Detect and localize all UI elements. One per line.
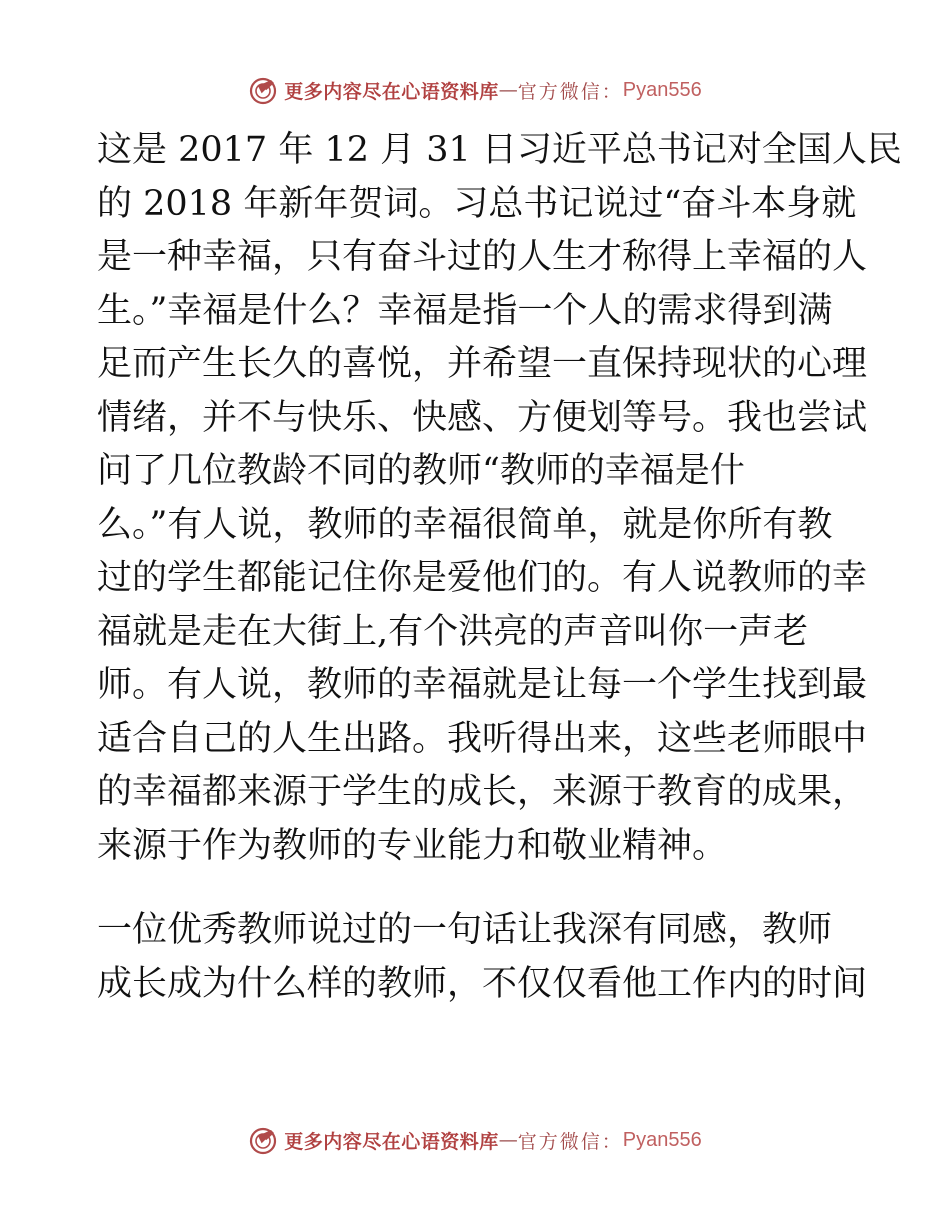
banner-main-text: 更多内容尽在心语资料库 bbox=[284, 80, 499, 103]
text-line: 这是 2017 年 12 月 31 日习近平总书记对全国人民 bbox=[97, 130, 902, 170]
banner-wechat-id: Pyan556 bbox=[622, 78, 702, 101]
paragraph-gap bbox=[97, 873, 857, 904]
text-line: 么。”有人说，教师的幸福很简单，就是你所有教 bbox=[97, 504, 833, 545]
paragraph-1 bbox=[97, 124, 902, 873]
paragraph-2 bbox=[97, 904, 868, 1011]
banner-wechat-label: 官方微信： bbox=[517, 80, 623, 103]
banner-main-text: 更多内容尽在心语资料库 bbox=[284, 1130, 499, 1153]
text-line: 足而产生长久的喜悦，并希望一直保持现状的心理 bbox=[97, 344, 868, 384]
text-line: 过的学生都能记住你是爱他们的。有人说教师的幸 bbox=[97, 558, 868, 598]
header-banner bbox=[0, 70, 950, 110]
text-line: 师。有人说，教师的幸福就是让每一个学生找到最 bbox=[97, 665, 868, 705]
banner-wechat-id: Pyan556 bbox=[622, 1128, 702, 1151]
banner-wechat-label: 官方微信： bbox=[517, 1130, 623, 1153]
text-line: 的幸福都来源于学生的成长，来源于教育的成果， bbox=[97, 772, 868, 812]
text-line: 生。”幸福是什么？幸福是指一个人的需求得到满 bbox=[97, 290, 833, 331]
text-line: 情绪，并不与快乐、快感、方便划等号。我也尝试 bbox=[97, 397, 868, 438]
body-text bbox=[97, 124, 902, 1011]
text-line: 福就是走在大街上,有个洪亮的声音叫你一声老 bbox=[97, 611, 809, 652]
text-line: 是一种幸福，只有奋斗过的人生才称得上幸福的人 bbox=[97, 237, 868, 277]
text-line: 的 2018 年新年贺词。习总书记说过“奋斗本身就 bbox=[97, 183, 857, 224]
text-line: 来源于作为教师的专业能力和敬业精神。 bbox=[97, 825, 728, 866]
text-line: 成长成为什么样的教师，不仅仅看他工作内的时间 bbox=[97, 963, 868, 1004]
stamp-seal-icon bbox=[248, 1124, 280, 1156]
banner-dash: — bbox=[498, 79, 518, 101]
text-line: 一位优秀教师说过的一句话让我深有同感，教师 bbox=[97, 910, 833, 950]
stamp-seal-icon bbox=[248, 74, 280, 106]
text-line: 问了几位教龄不同的教师“教师的幸福是什 bbox=[97, 451, 745, 491]
text-line: 适合自己的人生出路。我听得出来，这些老师眼中 bbox=[97, 718, 868, 759]
footer-banner bbox=[0, 1120, 950, 1160]
banner-dash: — bbox=[498, 1129, 518, 1151]
